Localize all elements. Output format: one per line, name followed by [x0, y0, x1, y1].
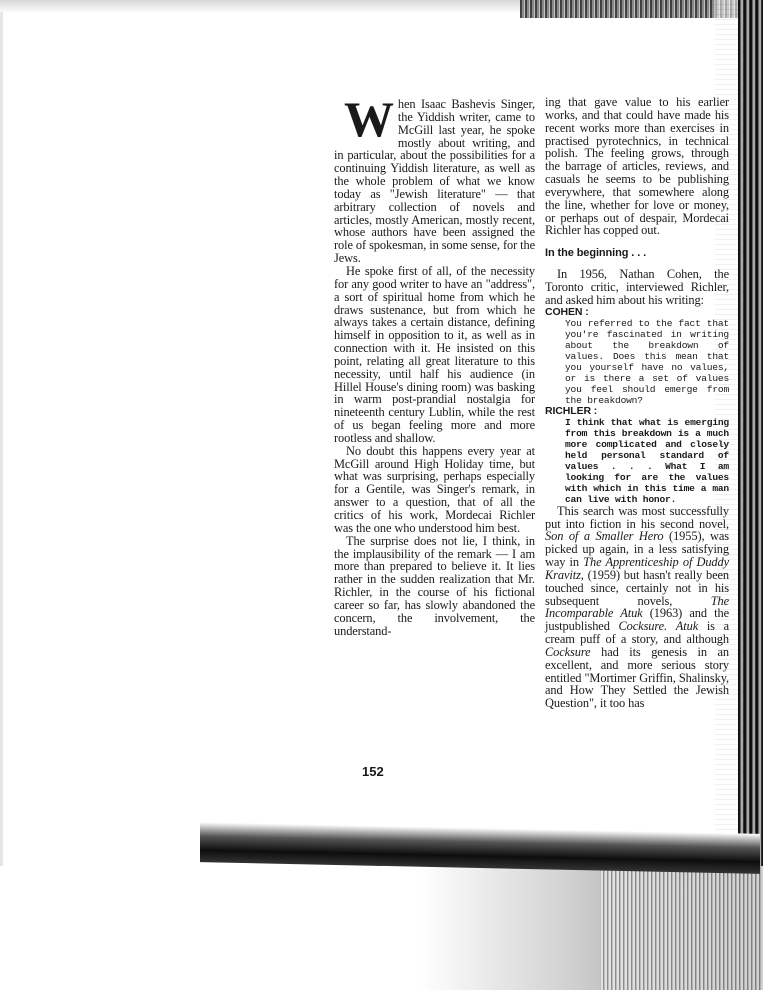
book-title: Son of a Smaller Hero	[545, 529, 664, 544]
section-heading: In the beginning . . .	[545, 247, 647, 260]
drop-cap: W	[344, 91, 394, 147]
paragraph-interview-intro: In 1956, Nathan Cohen, the Toronto critic, interviewed Richler, and asked him about his writing:	[545, 267, 729, 307]
book-title: Cocksure.	[618, 619, 668, 634]
speaker-cohen: COHEN :	[545, 305, 589, 318]
page-left-edge	[0, 0, 3, 990]
paragraph-continued: ing that gave value to his earlier works, and that could have made his recent works more than exercises in practised pyrotechnics, in technical polish. The feeling grows, through the barrage of articles, reviews, and casuals he seems to be publishing everywhere, that somewhere along the line, whether for love or money, or perhaps out of despair, Mordecai Richler has copped out.	[545, 95, 729, 238]
page-number: 152	[362, 764, 384, 779]
richler-answer: I think that what is emerging from this breakdown is a much more complicated and closely held personal standard of values . . . What I am looking for are the values with which in this time a man can live with honor.	[565, 416, 729, 505]
paragraph: The surprise does not lie, I think, in the implausibility of the remark — I am more than prepared to believe it. It lies rather in the sudden realization that Mr. Richler, in the course of his fictional career so far, has slowly abandoned the concern, the involvement, the understand-	[334, 533, 535, 638]
book-title: Cocksure	[545, 644, 591, 659]
paragraph-closing: This search was most successfully put into fiction in his second novel, Son of a Smaller Hero (1955), was picked up again, in a less satisfying way in The Apprenticeship of Duddy Kravitz, (1959) but hasn't really been touched since, certainly not in his subsequent novels, The Incomparable Atuk (1963) and the justpublished Cocksure. Atuk is a cream puff of a story, and although Cocksure had its genesis in an excellent, and more serious story entitled "Mortimer Griffin, Shalinsky, and How They Settled the Jewish Question", it too has	[545, 503, 730, 711]
paragraph: He spoke first of all, of the necessity for any good writer to have an "address", a sort of spiritual home from which he draws sustenance, but from which he always takes a certain distance, defining himself in opposition to it, as well as in connection with it. He insisted on this point, relating all great literature to this necessity, until half his audience (in Hillel House's dining room) was basking in warm post-prandial nostalgia for nineteenth century Lublin, while the rest of us began feeling more and more rootless and shallow.	[334, 263, 535, 445]
left-column	[334, 91, 535, 638]
paragraph-opening: When Isaac Bashevis Singer, the Yiddish writer, came to McGill last year, he spoke mostly about writing, and in particular, about the possibilities for a continuing Yiddish literature, as well as the whole problem of what we know today as "Jewish literature" — that arbitrary collection of novels and articles, mostly American, mostly recent, whose authors have been assigned the role of spokesman, in some sense, for the Jews.	[334, 91, 535, 266]
cohen-question: You referred to the fact that you're fascinated in writing about the breakdown of values. Does this mean that you yourself have no values, or is there a set of values you feel should emerge from the breakdown?	[565, 317, 729, 406]
book-title: The Apprenticeship of Duddy Kravitz,	[545, 555, 730, 582]
scan-bottom-artifact	[600, 866, 763, 990]
book-title: The Incomparable Atuk	[545, 593, 730, 621]
book-title: Atuk	[675, 619, 699, 634]
right-column	[545, 96, 729, 710]
paragraph: No doubt this happens every year at McGill around High Holiday time, but what was surprising, perhaps especially for a Gentile, was Singer's remark, in answer to a question, that of all the critics of his work, Mordecai Richler was the one who understood him best.	[334, 443, 535, 535]
speaker-richler: RICHLER :	[545, 404, 598, 417]
